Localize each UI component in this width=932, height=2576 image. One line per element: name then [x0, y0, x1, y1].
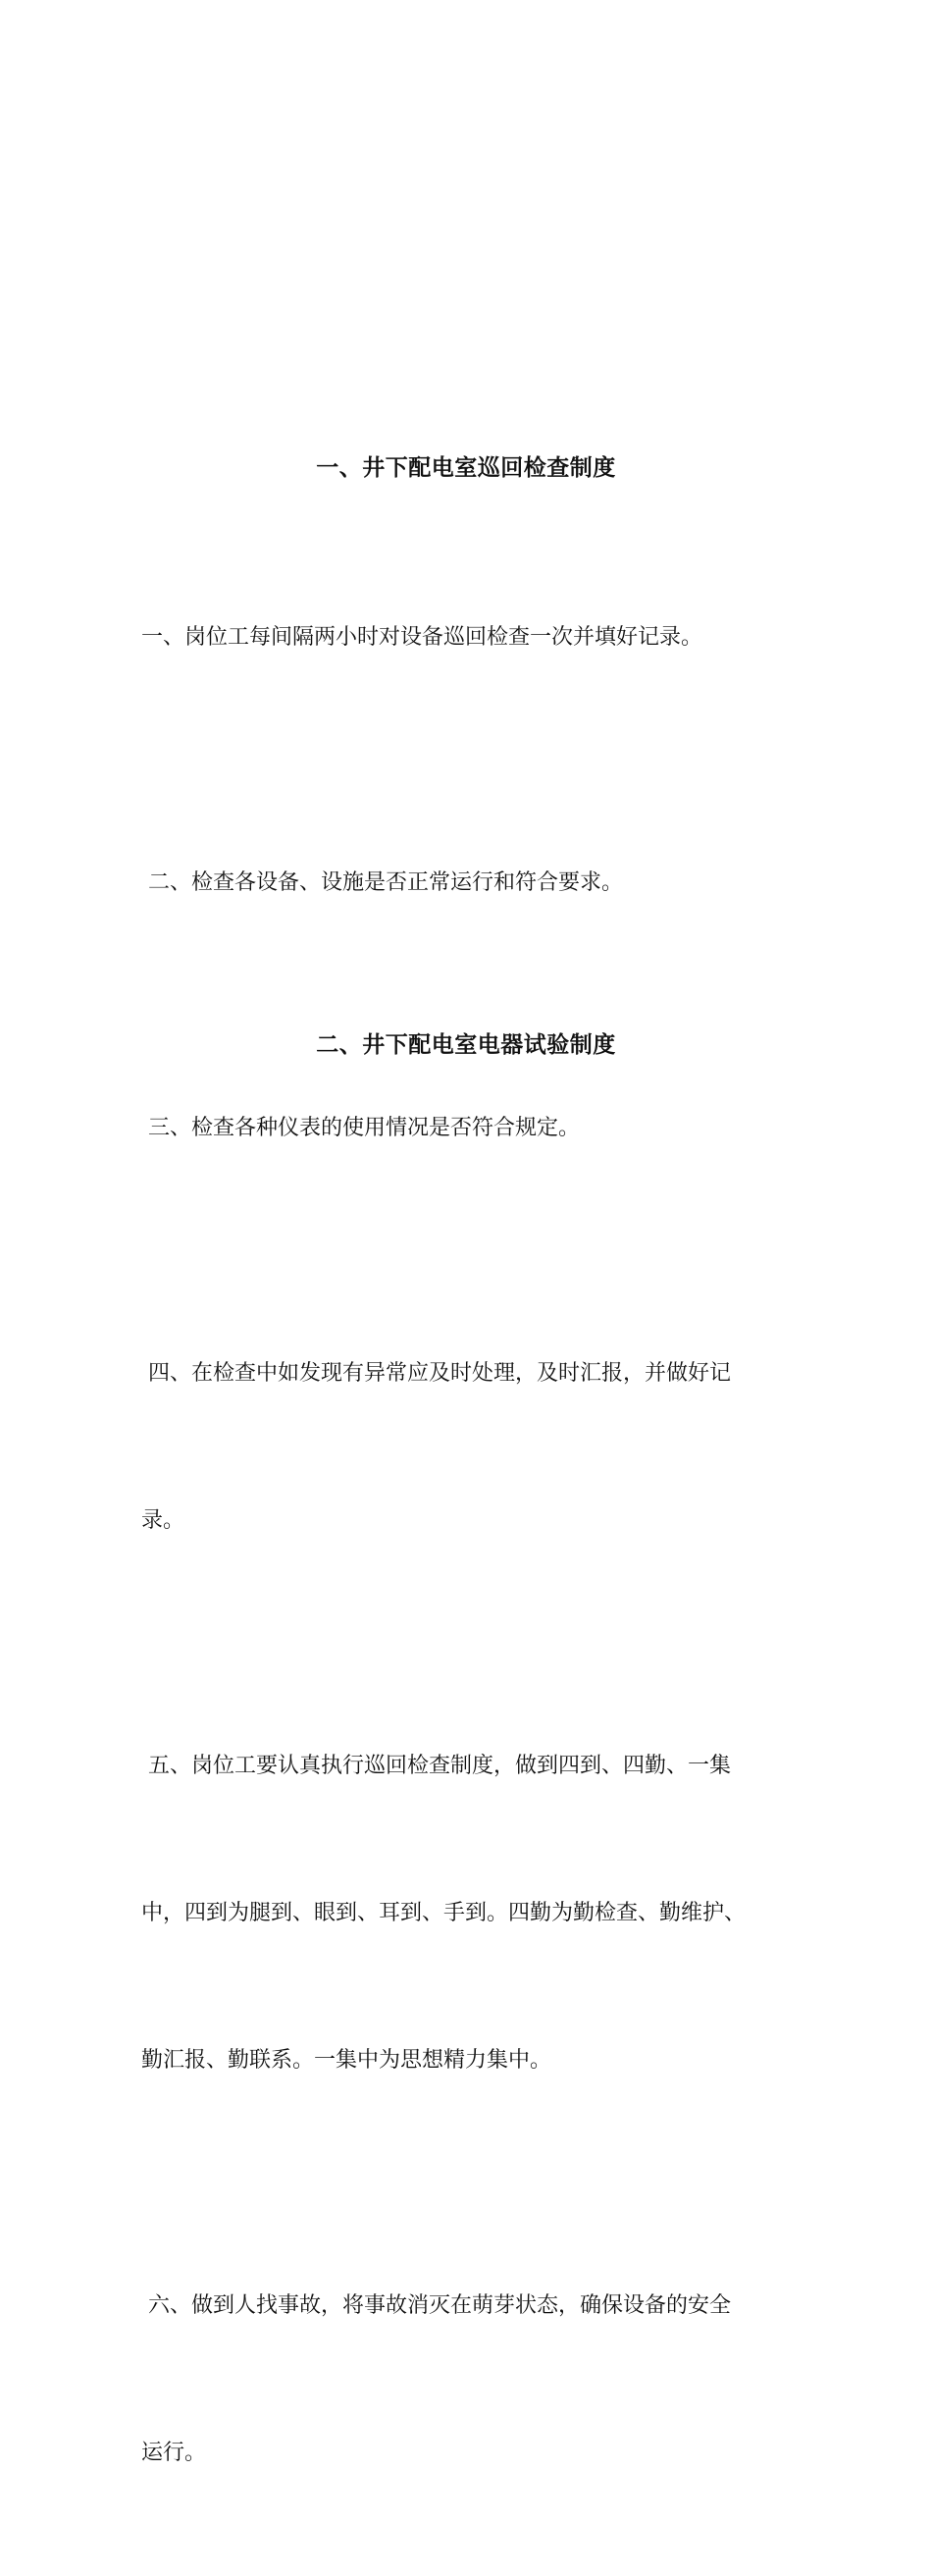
- section-1-title: 一、井下配电室巡回检查制度: [316, 455, 616, 481]
- item-6: [141, 2183, 808, 2576]
- item-4-line-2: 录。: [141, 1508, 185, 1533]
- item-2-line-1: 二、检查各设备、设施是否正常运行和符合要求。: [141, 870, 624, 895]
- item-3-line-1: 三、检查各种仪表的使用情况是否符合规定。: [141, 1116, 581, 1140]
- item-5-line-2: 中，四到为腿到、眼到、耳到、手到。四勤为勤检查、勤维护、: [141, 1901, 747, 1925]
- item-5-line-1: 五、岗位工要认真执行巡回检查制度，做到四到、四勤、一集: [141, 1754, 732, 1778]
- section-2-title: 二、井下配电室电器试验制度: [316, 1032, 616, 1058]
- item-6-line-2: 运行。: [141, 2441, 207, 2465]
- item-4-line-1: 四、在检查中如发现有异常应及时处理，及时汇报，并做好记: [141, 1361, 732, 1386]
- item-5-line-3: 勤汇报、勤联系。一集中为思想精力集中。: [141, 2048, 552, 2073]
- section-1-body: [141, 515, 808, 2576]
- item-5: [141, 1644, 808, 2183]
- item-6-line-1: 六、做到人找事故，将事故消灭在萌芽状态，确保设备的安全: [141, 2293, 732, 2318]
- item-4: [141, 1251, 808, 1644]
- item-1-line-1: 一、岗位工每间隔两小时对设备巡回检查一次并填好记录。: [141, 625, 703, 650]
- item-2: [141, 761, 808, 1006]
- item-1: [141, 515, 808, 761]
